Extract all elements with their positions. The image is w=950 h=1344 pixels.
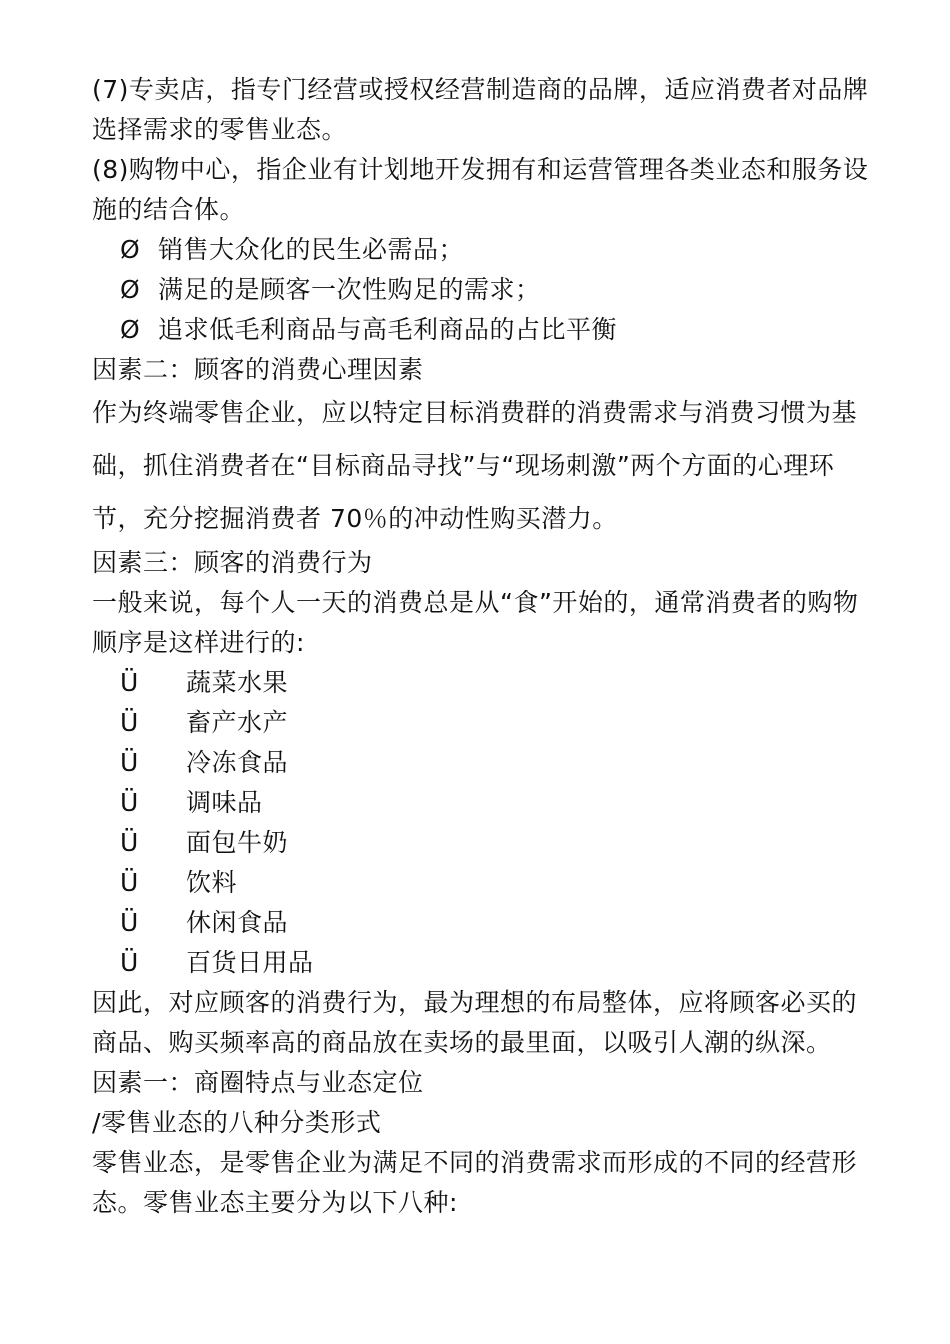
bullet-mark: Ü bbox=[120, 828, 139, 857]
list-item bbox=[92, 703, 872, 743]
bullet-mark: Ü bbox=[120, 948, 139, 977]
heading-factor-three: 因素三：顾客的消费行为 bbox=[92, 548, 373, 577]
document-page bbox=[92, 70, 872, 1223]
bullet-mark: Ü bbox=[120, 868, 139, 897]
list-item-text: 满足的是顾客一次性购足的需求； bbox=[158, 275, 541, 304]
bullet-mark: Ø bbox=[120, 235, 141, 264]
paragraph-factor-two: 作为终端零售企业，应以特定目标消费群的消费需求与消费习惯为基础，抓住消费者在“目标商品寻找”与“现场刺激”两个方面的心理环节，充分挖掘消费者 70％的冲动性购买潜力。 bbox=[92, 398, 858, 533]
list-item bbox=[92, 863, 872, 903]
list-item bbox=[92, 783, 872, 823]
bullet-mark: Ü bbox=[120, 668, 139, 697]
bullet-mark: Ø bbox=[120, 315, 141, 344]
paragraph-factor-three: 一般来说，每个人一天的消费总是从“食”开始的，通常消费者的购物顺序是这样进行的: bbox=[92, 588, 859, 657]
list-item bbox=[92, 663, 872, 703]
list-item-text: 销售大众化的民生必需品； bbox=[158, 235, 465, 264]
list-item-text: 冷冻食品 bbox=[186, 748, 289, 777]
list-item-text: 蔬菜水果 bbox=[186, 668, 289, 697]
list-item bbox=[92, 230, 872, 270]
bullet-mark: Ü bbox=[120, 908, 139, 937]
heading-factor-two: 因素二：顾客的消费心理因素 bbox=[92, 355, 424, 384]
bullet-mark: Ü bbox=[120, 788, 139, 817]
subheading-eight-formats: /零售业态的八种分类形式 bbox=[92, 1108, 382, 1137]
bullet-list-b bbox=[92, 663, 872, 983]
list-item bbox=[92, 743, 872, 783]
list-item-text: 畜产水产 bbox=[186, 708, 289, 737]
list-item bbox=[92, 823, 872, 863]
list-item-text: 面包牛奶 bbox=[186, 828, 289, 857]
bullet-mark: Ü bbox=[120, 748, 139, 777]
paragraph-shopping-center: (8)购物中心，指企业有计划地开发拥有和运营管理各类业态和服务设施的结合体。 bbox=[92, 155, 869, 224]
bullet-list-a bbox=[92, 230, 872, 350]
list-item-text: 百货日用品 bbox=[186, 948, 314, 977]
paragraph-conclusion: 因此，对应顾客的消费行为，最为理想的布局整体，应将顾客必买的商品、购买频率高的商品放在卖场的最里面，以吸引人潮的纵深。 bbox=[92, 988, 858, 1057]
list-item bbox=[92, 270, 872, 310]
list-item-text: 饮料 bbox=[186, 868, 238, 897]
list-item bbox=[92, 943, 872, 983]
heading-factor-one: 因素一：商圈特点与业态定位 bbox=[92, 1068, 424, 1097]
paragraph-format-definition: 零售业态，是零售企业为满足不同的消费需求而形成的不同的经营形态。零售业态主要分为以下八种: bbox=[92, 1148, 858, 1217]
bullet-mark: Ø bbox=[120, 275, 141, 304]
bullet-mark: Ü bbox=[120, 708, 139, 737]
list-item-text: 休闲食品 bbox=[186, 908, 289, 937]
list-item bbox=[92, 310, 872, 350]
list-item-text: 调味品 bbox=[186, 788, 263, 817]
list-item-text: 追求低毛利商品与高毛利商品的占比平衡 bbox=[158, 315, 618, 344]
paragraph-specialty-store: (7)专卖店，指专门经营或授权经营制造商的品牌，适应消费者对品牌选择需求的零售业态。 bbox=[92, 75, 869, 144]
list-item bbox=[92, 903, 872, 943]
